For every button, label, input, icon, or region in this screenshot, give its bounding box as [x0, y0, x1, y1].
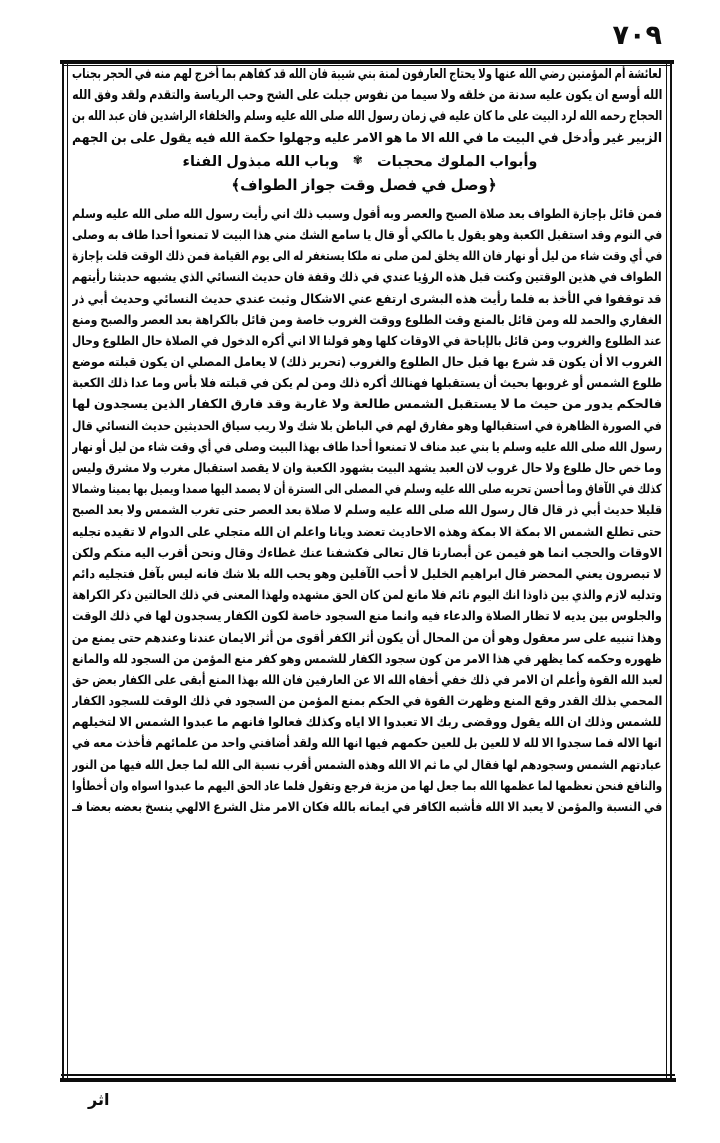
body-line-text: وتدليه لازم والذي بين ذاوذا انك اليوم نائم فلا مانع لمن كان الحق مشهده ولهذا المعنى في ذلك الحالتين ذكر الكراهة: [72, 587, 662, 603]
body-line-text: الله أوسع ان يكون عليه سدنة من خلقه ولا سيما من نفوس جبلت على الشح وحب الرياسة والتقدم ولقد وفق الله: [72, 88, 662, 104]
body-line-text: طلوع الشمس أو غروبها بحيث أن يستقبلها فهنالك أكره ذلك ومن لم يكن في قبلته فلا بأس وما عدا ذلك الكعبة: [72, 375, 662, 391]
body-line-text: في الصورة الظاهرة في استقبالها وهو مفارق لهم في الباطن بلا شك ولا ريب سياق الحديثين حديث النسائي قال: [72, 417, 662, 433]
body-line: [72, 605, 662, 626]
body-line-text: وما خص حال طلوع ولا حال غروب لان العبد يشهد البيت بشهود الكعبة وان لا يقصد استقبال مغرب ولا مشرق وليس: [72, 460, 662, 475]
body-line-text: عبادتهم الشمس وسجودهم لها فقال لي ما ثم الا الله وهذه الشمس أقرب نسبة الى الله لما جعل الله فيها من النور: [72, 756, 662, 772]
body-line: [72, 563, 662, 584]
verse-hemistich-second: وباب الله مبذول الفناء: [182, 153, 339, 170]
body-line-text: انها الاله فما سجدوا الا لله لا للعين بل للعين حكمهم فيها انها الله ولقد أضافني واحد من علمائهم فأخذت معه في: [72, 735, 662, 751]
body-line-text: عند الطلوع والغروب ومن قائل بالإباحة في الاوقات كلها وهو قولنا الا اني أكره الدخول في الصلاة حال الطلوع وحال: [72, 332, 662, 348]
body-line-text: لا تبصرون يعني المحضر قال ابراهيم الخليل لا أحب الآفلين وهو يحب الله بلا شك فانه ليس بآفل فتجليه دائم: [72, 565, 662, 581]
body-line: [72, 393, 662, 414]
page-number: ٧٠٩: [612, 20, 662, 51]
body-line-text: والنافع فنحن نعظمها لما عظمها الله بما جعل لها من مزية فرجع وتقول فلما عاد الحق اليهم ما عبدوا اسواه وان أخطأوا: [72, 777, 662, 793]
body-line: [72, 648, 662, 669]
body-line-text: فمن قائل بإجازة الطواف بعد صلاة الصبح والعصر وبه أقول وسبب ذلك اني رأيت رسول الله صلى الله عليه وسلم: [72, 205, 662, 221]
body-line-text: لعائشة أم المؤمنين رضي الله عنها ولا يحتاج العارفون لمنة بني شيبة فان الله قد كفاهم بما أخرج لهم منه في الحجر بجناب: [72, 67, 662, 82]
verse-separator-icon: ✾: [352, 152, 364, 167]
bottom-rule-thin: [61, 1074, 675, 1076]
body-line-text: ظهوره وحكمه كما يظهر في هذا الامر من كون سجود الكفار للشمس وهو كفر منع المؤمن من السجود لله والمانع: [72, 650, 662, 666]
body-line: [72, 266, 662, 287]
body-line: [72, 584, 662, 605]
body-line-text: حتى تطلع الشمس الا بمكة الا بمكة وهذه الاحاديث تعضد ويانا واعلم ان الله متجلي على الدوام لا تقيده تجليه: [72, 523, 662, 539]
body-line-text: الطواف في هذين الوقتين وكنت قبل هذه الرؤيا عندي في ذلك وقفة فان حديث النسائي الذي يشبهه حديثنا رأيتهم: [72, 269, 662, 285]
verse-hemistich-first: وأبواب الملوك محجبات: [377, 153, 538, 170]
body-line-text: الزبير غير وأدخل في البيت ما في الله الا ما هو الامر عليه وجهلوا حكمة الله فيه يقول على بن الجهم: [72, 130, 662, 146]
body-line: [72, 245, 662, 266]
body-line: [72, 64, 662, 85]
catchword: اثر: [88, 1090, 110, 1109]
body-line-text: وهذا تنبيه على سر معقول وهو أن من المحال أن يكون أثر الكفر أقوى من أثر الايمان عندنا وعندهم حتى يمنع من: [72, 629, 662, 645]
poetic-verse-line: [72, 149, 662, 172]
bottom-rule-thick: [60, 1078, 676, 1082]
body-line: [72, 288, 662, 309]
body-line-text: فالحكم يدور من حيث ما لا يستقبل الشمس طالعة ولا غاربة وقد فارق الكفار الذين يسجدون لها: [72, 396, 662, 412]
body-line-text: الغفاري والحمد لله ومن قائل بالمنع وقت الطلوع ووقت الغروب خاصة ومن قائل بالكراهة بعد العصر والصبح ومنع: [72, 311, 662, 327]
body-line-text: رسول الله صلى الله عليه وسلم يا بني عبد مناف لا تمنعوا أحدا طاف بهذا البيت وصلى في أي وقت شاء من ليل أو نهار: [72, 438, 662, 454]
body-line-text: كذلك في الآفاق وما أحسن تحريه صلى الله عليه وسلم في المصلى الى السترة أن لا يصمد اليها صمدا ويميل بها يمينا وشمالا: [72, 481, 662, 497]
body-line: [72, 732, 662, 753]
body-line: [72, 521, 662, 542]
body-line-text: لعبد الله القوة وأعلم ان الامر في ذلك خفي أخفاه الله الا عن العارفين فان الله بهذا المنع أبقى على الكفار بعض حق: [72, 671, 662, 687]
body-line: [72, 351, 662, 372]
body-line: [72, 106, 662, 127]
body-line-text: قليلا حديث أبي ذر قال قال رسول الله صلى الله عليه وسلم لا صلاة بعد العصر حتى تغرب الشمس ولا بعد الصبح: [72, 502, 662, 518]
body-line: [72, 796, 662, 817]
bottom-rule: [60, 1074, 676, 1082]
body-line: [72, 415, 662, 436]
body-line-text: في أي وقت شاء من ليل أو نهار فان الله يخلق لمن صلى نه ملكا يستغفر له الى يوم القيامة فمن ذلك الوقت قلت بإجازة: [72, 248, 662, 264]
body-line-text: في النوم وقد استقبل الكعبة وهو يقول يا مالكي أو قال يا سامع الشك مني هذا البيت لا تمنعوا أحدا طاف به وصلى: [72, 226, 662, 242]
body-line: [72, 203, 662, 224]
body-line-text: في النسبة والمؤمن لا يعبد الا الله فأشبه الكافر في ايمانه بالله فكان الامر مثل الشرع الالهي ينسخ بعضه بعضا فـ: [72, 799, 662, 814]
body-line-text: الاوقات والحجب انما هو فيمن عن أبصارنا قال تعالى فكشفنا عنك غطاءك وقال ونحن أقرب اليه منكم ولكن: [72, 544, 662, 560]
body-line: [72, 478, 662, 499]
section-heading: ﴿وصل في فصل وقت جواز الطواف﴾: [231, 175, 497, 194]
body-line: [72, 754, 662, 775]
body-line: [72, 775, 662, 796]
body-line: [72, 711, 662, 732]
body-line-text: والجلوس بين يديه لا تظار الصلاة والدعاء فيه وانما منع السجود خاصة لكون الكفار يسجدون لها في ذلك الوقت: [72, 608, 662, 624]
body-line: [72, 436, 662, 457]
body-line: [72, 85, 662, 106]
body-line: [72, 542, 662, 563]
body-line: [72, 627, 662, 648]
body-line: [72, 690, 662, 711]
body-line-text: قد توقفوا في الأخذ به فلما رأيت هذه البشرى ارتفع عني الاشكال وثبت عندي حديث النسائي وحديث أبي ذر: [72, 290, 662, 306]
body-line: [72, 669, 662, 690]
body-line-text: الحجاج رحمه الله لرد البيت على ما كان عليه في زمان رسول الله صلى الله عليه وسلم والخلفاء الراشدين فان عبد الله بن: [72, 109, 662, 125]
body-line: [72, 372, 662, 393]
body-line: [72, 330, 662, 351]
body-line: [72, 457, 662, 478]
body-line-text: الغروب الا أن يكون قد شرع بها قبل حال الطلوع والغروب (تحرير ذلك) لا يعامل المصلي ان يكون قبلته موضع: [72, 354, 662, 370]
body-line: [72, 309, 662, 330]
text-block: [72, 64, 662, 817]
body-line: [72, 499, 662, 520]
body-line: [72, 224, 662, 245]
body-line: [72, 128, 662, 149]
body-line-text: المحمي بذلك القدر وقع المنع وظهرت القوة في الحكم بمنع المؤمن من السجود في ذلك الوقت للسجود الكفار: [72, 693, 662, 709]
body-line-text: للشمس وذلك ان الله يقول ووقضى ربك الا تعبدوا الا اياه وكذلك فعالوا فانهم ما عبدوا الشمس الا لتخيلهم: [72, 714, 662, 730]
